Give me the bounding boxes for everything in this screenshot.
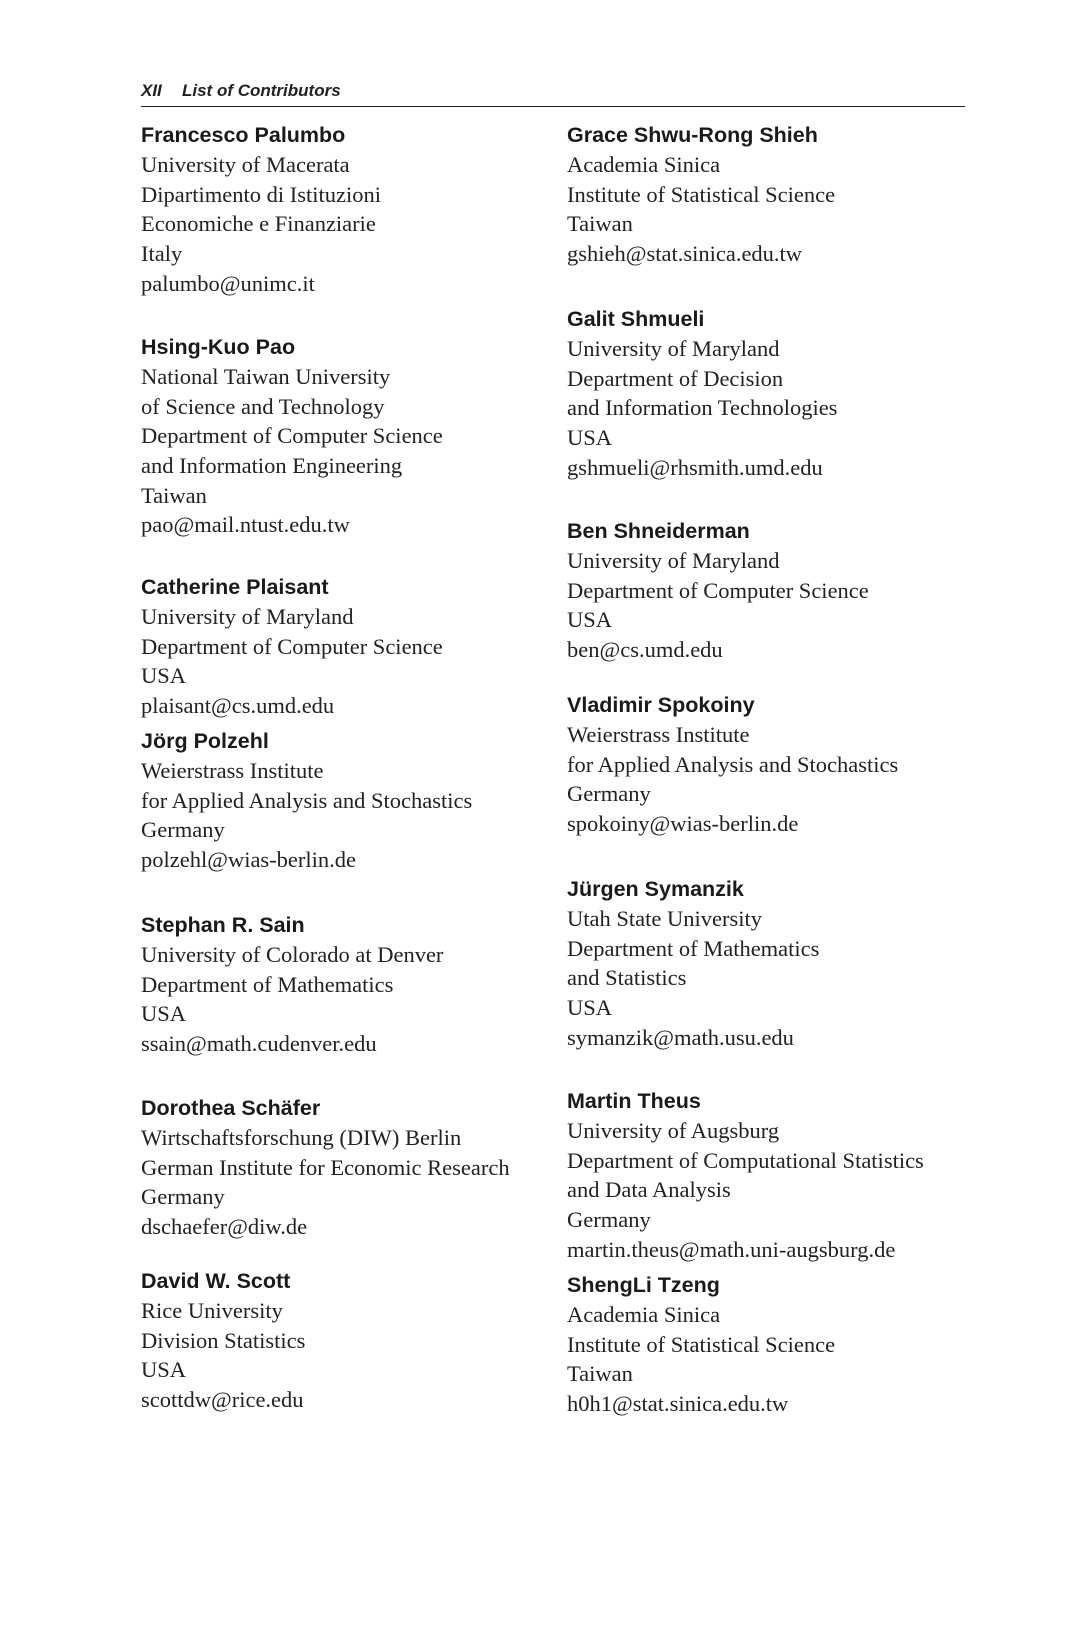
contributor-email: dschaefer@diw.de — [141, 1214, 308, 1240]
contributor-affiliation-line: Weierstrass Institute — [567, 722, 750, 747]
contributor-affiliation-line: Taiwan — [567, 211, 633, 237]
contributor-email: spokoiny@wias-berlin.de — [567, 811, 799, 837]
contributor-name: Ben Shneiderman — [567, 519, 750, 543]
contributor-entry — [141, 332, 541, 540]
contributor-email: plaisant@cs.umd.edu — [141, 693, 335, 719]
contributor-entry — [567, 516, 987, 665]
contributor-entry — [567, 120, 987, 269]
contributor-entry — [567, 874, 987, 1052]
contributor-email: gshieh@stat.sinica.edu.tw — [567, 241, 803, 267]
contributor-email: ben@cs.umd.edu — [567, 637, 723, 663]
contributor-affiliation-line: University of Augsburg — [567, 1118, 780, 1143]
contributor-affiliation-line: University of Maryland — [567, 336, 780, 361]
contributor-email: ssain@math.cudenver.edu — [141, 1031, 377, 1057]
contributor-affiliation-line: USA — [141, 663, 187, 689]
contributor-affiliation-line: and Information Technologies — [567, 395, 838, 421]
running-title: List of Contributors — [182, 81, 341, 100]
contributor-name: Jürgen Symanzik — [567, 877, 744, 901]
page-header — [141, 80, 965, 107]
contributor-name: Francesco Palumbo — [141, 123, 346, 147]
contributor-affiliation-line: for Applied Analysis and Stochastics — [567, 751, 899, 777]
contributor-affiliation-line: Academia Sinica — [567, 1302, 721, 1327]
contributor-email: symanzik@math.usu.edu — [567, 1024, 794, 1050]
contributor-affiliation-line: USA — [567, 425, 613, 451]
contributor-affiliation-line: and Data Analysis — [567, 1177, 731, 1203]
contributor-affiliation-line: USA — [567, 995, 613, 1021]
contributor-affiliation-line: and Information Engineering — [141, 453, 403, 479]
contributor-affiliation-line: University of Macerata — [141, 152, 350, 177]
contributor-name: Catherine Plaisant — [141, 575, 329, 599]
contributor-affiliation-line: Germany — [567, 1207, 651, 1233]
contributor-affiliation-line: Germany — [141, 817, 225, 843]
contributor-affiliation-line: Institute of Statistical Science — [567, 181, 836, 207]
contributor-affiliation-line: Academia Sinica — [567, 152, 721, 177]
contributor-email: scottdw@rice.edu — [141, 1387, 304, 1413]
contributor-affiliation-line: National Taiwan University — [141, 364, 391, 389]
contributor-entry — [141, 726, 541, 875]
contributor-affiliation-line: Germany — [141, 1184, 225, 1210]
contributor-affiliation-line: Economiche e Finanziarie — [141, 211, 376, 237]
contributor-name: Martin Theus — [567, 1089, 701, 1113]
contributor-entry — [567, 1086, 987, 1264]
contributor-affiliation-line: Division Statistics — [141, 1327, 306, 1353]
contributor-affiliation-line: Weierstrass Institute — [141, 758, 324, 783]
contributor-name: Vladimir Spokoiny — [567, 693, 755, 717]
contributor-affiliation-line: USA — [141, 1001, 187, 1027]
contributor-affiliation-line: USA — [141, 1357, 187, 1383]
contributor-email: martin.theus@math.uni-augsburg.de — [567, 1236, 896, 1262]
contributor-name: David W. Scott — [141, 1269, 291, 1293]
contributor-entry — [567, 304, 987, 482]
contributor-affiliation-line: Italy — [141, 241, 183, 267]
contributor-affiliation-line: and Statistics — [567, 965, 687, 991]
contributor-affiliation-line: Department of Mathematics — [141, 971, 394, 997]
contributor-email: gshmueli@rhsmith.umd.edu — [567, 454, 823, 480]
contributor-entry — [141, 910, 541, 1059]
contributor-affiliation-line: Department of Computational Statistics — [567, 1147, 924, 1173]
contributor-email: pao@mail.ntust.edu.tw — [141, 512, 350, 538]
contributor-affiliation-line: Department of Decision — [567, 365, 784, 391]
contributor-entry — [567, 1270, 987, 1419]
contributor-name: Dorothea Schäfer — [141, 1096, 321, 1120]
contributor-affiliation-line: Institute of Statistical Science — [567, 1331, 836, 1357]
contributor-affiliation-line: Dipartimento di Istituzioni — [141, 181, 381, 207]
page-number: XII — [141, 81, 162, 100]
contributor-entry — [141, 120, 541, 298]
contributor-affiliation-line: Taiwan — [567, 1361, 633, 1387]
contributor-affiliation-line: University of Maryland — [141, 604, 354, 629]
contributor-affiliation-line: of Science and Technology — [141, 393, 385, 419]
contributor-entry — [141, 1266, 541, 1415]
contributor-name: Jörg Polzehl — [141, 729, 269, 753]
contributor-email: polzehl@wias-berlin.de — [141, 847, 357, 873]
contributor-affiliation-line: Department of Mathematics — [567, 935, 820, 961]
contributor-affiliation-line: University of Colorado at Denver — [141, 942, 444, 967]
contributor-entry — [567, 690, 987, 839]
contributor-email: palumbo@unimc.it — [141, 270, 315, 296]
contributor-affiliation-line: German Institute for Economic Research — [141, 1154, 510, 1180]
contributor-affiliation-line: USA — [567, 607, 613, 633]
contributor-affiliation-line: Department of Computer Science — [567, 577, 869, 603]
contributor-name: Grace Shwu-Rong Shieh — [567, 123, 818, 147]
contributor-name: Hsing-Kuo Pao — [141, 335, 296, 359]
contributor-entry — [141, 1093, 541, 1242]
contributor-name: Galit Shmueli — [567, 307, 705, 331]
contributor-affiliation-line: Taiwan — [141, 482, 207, 508]
contributor-affiliation-line: for Applied Analysis and Stochastics — [141, 787, 473, 813]
contributor-affiliation-line: Germany — [567, 781, 651, 807]
contributor-email: h0h1@stat.sinica.edu.tw — [567, 1391, 789, 1417]
contributor-entry — [141, 572, 541, 721]
contributor-affiliation-line: Wirtschaftsforschung (DIW) Berlin — [141, 1125, 462, 1150]
contributor-affiliation-line: Utah State University — [567, 906, 762, 931]
contributor-affiliation-line: Department of Computer Science — [141, 633, 443, 659]
contributor-affiliation-line: University of Maryland — [567, 548, 780, 573]
contributor-name: Stephan R. Sain — [141, 913, 305, 937]
contributor-affiliation-line: Department of Computer Science — [141, 423, 443, 449]
contributor-affiliation-line: Rice University — [141, 1298, 283, 1323]
contributor-name: ShengLi Tzeng — [567, 1273, 720, 1297]
